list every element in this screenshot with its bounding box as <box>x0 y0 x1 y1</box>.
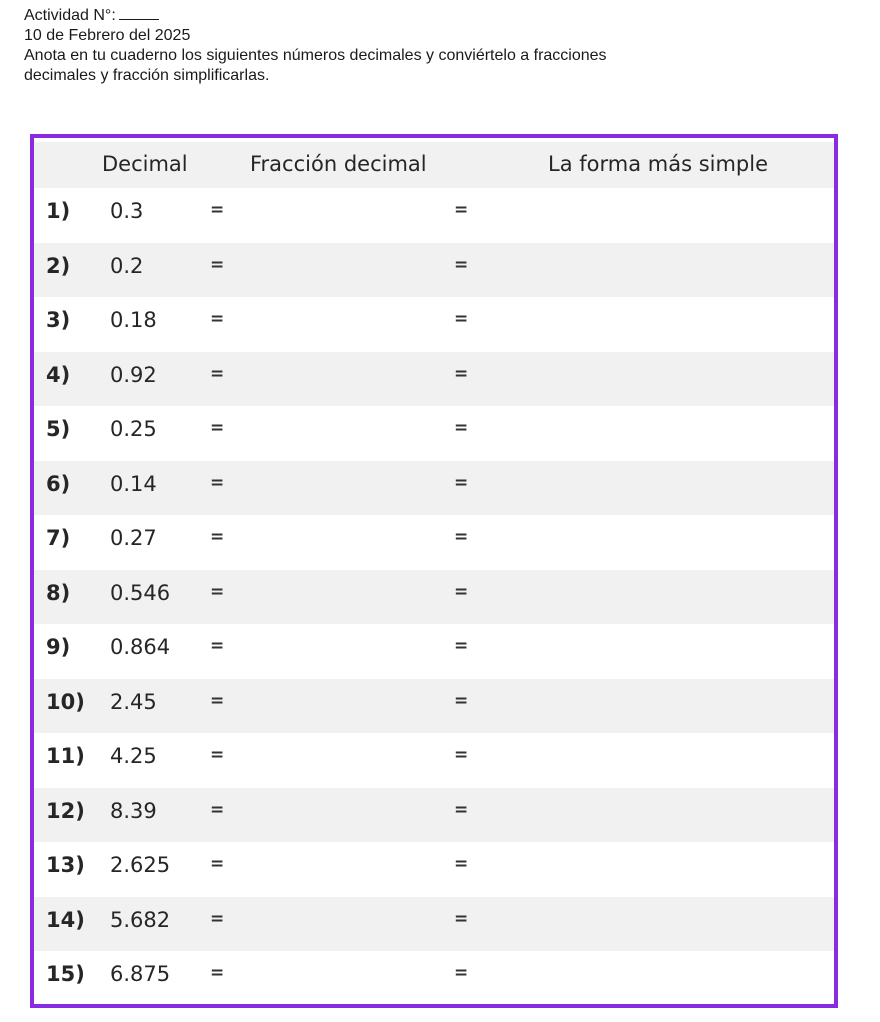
table-row <box>34 570 834 625</box>
equals-sign-simple: = <box>454 636 469 656</box>
equals-sign-simple: = <box>454 418 469 438</box>
decimal-value: 0.27 <box>110 526 157 550</box>
row-number: 12) <box>46 798 85 823</box>
table-row <box>34 297 834 352</box>
activity-line <box>24 6 844 26</box>
equals-sign-simple: = <box>454 690 469 711</box>
equals-sign-simple: = <box>454 854 469 874</box>
equals-sign-fraction: = <box>210 418 225 438</box>
date-text: 10 de Febrero del 2025 <box>24 27 191 44</box>
table-header <box>34 142 834 188</box>
row-number: 10) <box>46 689 85 714</box>
equals-sign-fraction: = <box>210 854 225 874</box>
row-number: 14) <box>46 907 85 932</box>
table-row <box>34 842 834 897</box>
instruction-line-1: Anota en tu cuaderno los siguientes números decimales y conviértelo a fracciones <box>24 47 607 64</box>
equals-sign-fraction: = <box>210 527 225 547</box>
table-row <box>34 188 834 243</box>
table-row <box>34 897 834 952</box>
equals-sign-simple: = <box>454 745 469 765</box>
row-number: 5) <box>46 417 71 441</box>
row-number: 15) <box>46 962 85 986</box>
decimal-value: 0.25 <box>110 417 157 441</box>
activity-label: Actividad N°: <box>24 7 116 24</box>
row-number: 8) <box>46 580 71 605</box>
equals-sign-simple: = <box>454 799 469 820</box>
instruction-line-2: decimales y fracción simplificarlas. <box>24 67 270 84</box>
equals-sign-fraction: = <box>210 963 225 983</box>
worksheet-header <box>24 6 844 86</box>
table-row <box>34 679 834 734</box>
table-row <box>34 733 834 788</box>
row-number: 1) <box>46 199 71 223</box>
equals-sign-simple: = <box>454 254 469 275</box>
row-number: 6) <box>46 471 71 496</box>
decimal-value: 4.25 <box>110 744 157 768</box>
equals-sign-fraction: = <box>210 200 225 220</box>
column-header-decimal: Decimal <box>102 152 188 176</box>
activity-number-blank <box>119 7 159 20</box>
row-number: 2) <box>46 253 71 278</box>
equals-sign-simple: = <box>454 472 469 493</box>
equals-sign-fraction: = <box>210 363 225 384</box>
equals-sign-fraction: = <box>210 254 225 275</box>
table-row <box>34 951 834 1006</box>
decimal-value: 0.864 <box>110 635 171 659</box>
table-row <box>34 243 834 298</box>
equals-sign-simple: = <box>454 363 469 384</box>
table-row <box>34 788 834 843</box>
row-number: 11) <box>46 744 85 768</box>
row-number: 3) <box>46 308 71 332</box>
decimal-value: 0.18 <box>110 308 157 332</box>
decimal-value: 2.625 <box>110 853 171 877</box>
decimal-value: 2.45 <box>110 689 157 714</box>
equals-sign-fraction: = <box>210 690 225 711</box>
equals-sign-fraction: = <box>210 581 225 602</box>
decimal-value: 0.14 <box>110 471 157 496</box>
row-number: 13) <box>46 853 85 877</box>
equals-sign-fraction: = <box>210 472 225 493</box>
decimal-value: 8.39 <box>110 798 157 823</box>
equals-sign-fraction: = <box>210 908 225 929</box>
table-row <box>34 406 834 461</box>
equals-sign-fraction: = <box>210 636 225 656</box>
decimal-value: 5.682 <box>110 907 171 932</box>
equals-sign-simple: = <box>454 200 469 220</box>
equals-sign-simple: = <box>454 581 469 602</box>
equals-sign-simple: = <box>454 908 469 929</box>
equals-sign-simple: = <box>454 963 469 983</box>
row-number: 9) <box>46 635 71 659</box>
decimal-value: 0.2 <box>110 253 144 278</box>
table-row <box>34 461 834 516</box>
table-row <box>34 352 834 407</box>
decimal-value: 0.546 <box>110 580 171 605</box>
equals-sign-fraction: = <box>210 745 225 765</box>
column-header-fraccion-decimal: Fracción decimal <box>250 152 427 176</box>
table-row <box>34 624 834 679</box>
equals-sign-simple: = <box>454 309 469 329</box>
decimal-value: 0.3 <box>110 199 144 223</box>
row-number: 7) <box>46 526 71 550</box>
equals-sign-fraction: = <box>210 309 225 329</box>
equals-sign-fraction: = <box>210 799 225 820</box>
decimal-value: 0.92 <box>110 362 157 387</box>
row-number: 4) <box>46 362 71 387</box>
equals-sign-simple: = <box>454 527 469 547</box>
exercise-table <box>30 134 838 1008</box>
column-header-forma-simple: La forma más simple <box>548 152 769 176</box>
table-row <box>34 515 834 570</box>
decimal-value: 6.875 <box>110 962 171 986</box>
